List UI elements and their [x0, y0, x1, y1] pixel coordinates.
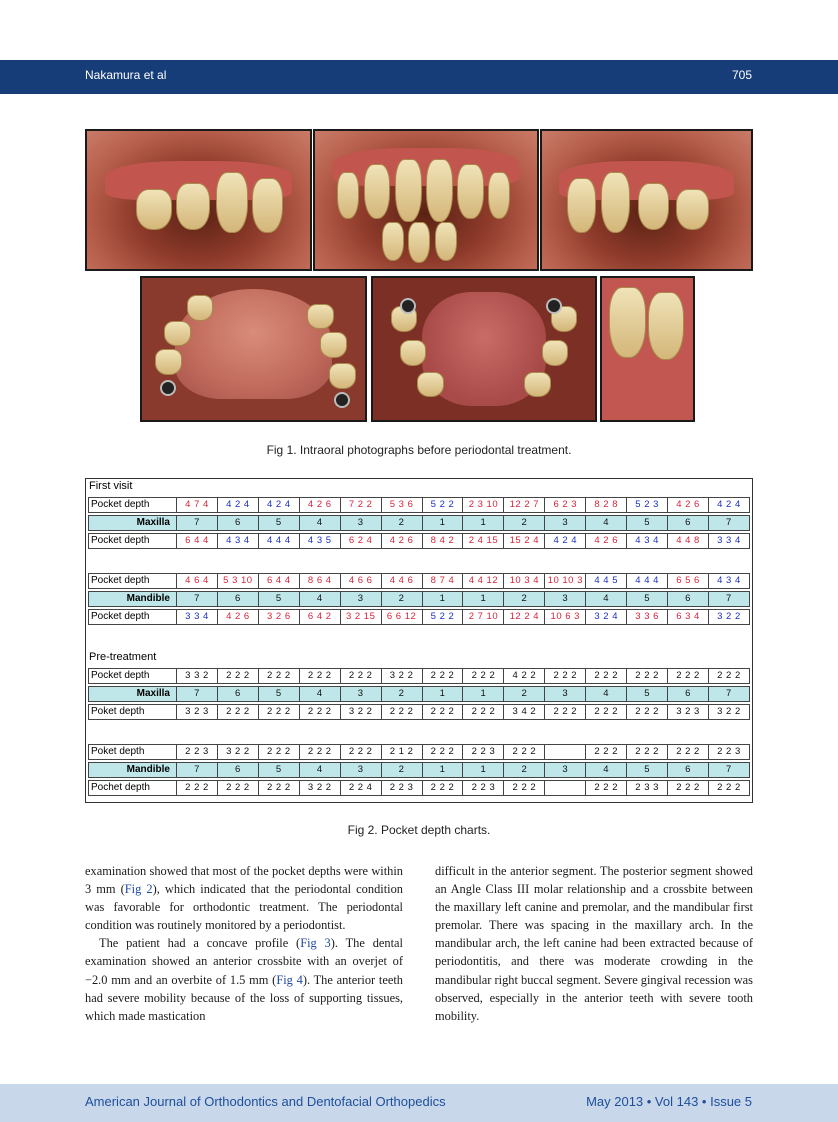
pocket-depth-cell: 2 2 2	[586, 705, 627, 719]
pocket-depth-row	[88, 573, 750, 589]
pocket-depth-cell: 3 2 2	[382, 669, 423, 683]
pocket-depth-cell: 4 4 12	[463, 574, 504, 588]
paragraph: examination showed that most of the pocket depths were within 3 mm (Fig 2), which indicated that the periodontal condition was favorable for orthodontic treatment. The periodontal condition was routinely monitored by a periodontist.	[85, 864, 403, 933]
pocket-depth-cell: 4 3 4	[717, 575, 741, 586]
pocket-depth-cell: 2 2 2	[545, 669, 586, 683]
pocket-depth-cell: 4 4 5	[586, 574, 627, 588]
tooth-number-cell: 6	[668, 592, 709, 606]
issue-info: May 2013 • Vol 143 • Issue 5	[586, 1094, 752, 1109]
tooth-number-row	[88, 515, 750, 531]
pocket-depth-cell: 4 2 6	[218, 610, 259, 624]
pocket-depth-cell: 4 2 6	[382, 534, 423, 548]
tooth-number-cell: 6	[668, 687, 709, 701]
pocket-depth-cell: 2 2 2	[300, 669, 341, 683]
pocket-depth-cell: 4 2 6	[668, 498, 709, 512]
fig-2-link[interactable]: Fig 2	[124, 882, 153, 897]
pocket-depth-cell: 7 2 2	[341, 498, 382, 512]
tooth-number-row	[88, 762, 750, 778]
pocket-depth-cell: 2 4 15	[463, 534, 504, 548]
running-head-author: Nakamura et al	[85, 68, 167, 82]
tooth-number-cell: 5	[627, 763, 668, 777]
pocket-depth-cell: 4 2 4	[545, 534, 586, 548]
pocket-depth-cell: 2 2 2	[177, 781, 218, 795]
tooth-number-cell: 1	[423, 592, 464, 606]
tooth-number-cell: 3	[341, 687, 382, 701]
pocket-depth-cell: 10 6 3	[545, 610, 586, 624]
tooth-number-cell: 3	[341, 516, 382, 530]
tooth-number-cell: 7	[177, 592, 218, 606]
tooth-number-cell: 2	[382, 592, 423, 606]
tooth-number-row	[88, 591, 750, 607]
pocket-depth-cell: 3 2 2	[300, 781, 341, 795]
pocket-depth-cell: 2 2 2	[300, 745, 341, 759]
pocket-depth-cell: 3 2 6	[259, 610, 300, 624]
tooth-number-cell: 3	[341, 763, 382, 777]
pocket-depth-cell: 10 3 4	[504, 574, 545, 588]
tooth-number-cell: 7	[726, 593, 732, 604]
tooth-number-cell: 1	[463, 687, 504, 701]
tooth-number-cell: 6	[218, 592, 259, 606]
tooth-number-cell: 2	[504, 516, 545, 530]
photo-frontal	[313, 129, 539, 271]
page-number: 705	[731, 68, 752, 82]
running-header	[0, 60, 838, 94]
pocket-depth-cell: 10 10 3	[545, 574, 586, 588]
tooth-number-cell: 2	[504, 763, 545, 777]
tooth-number-cell: 3	[545, 763, 586, 777]
tooth-number-cell: 1	[423, 763, 464, 777]
pocket-depth-cell: 4 2 4	[259, 498, 300, 512]
tooth-number-cell: 7	[177, 763, 218, 777]
pocket-depth-cell: 6 2 3	[545, 498, 586, 512]
tooth-number-cell: 1	[423, 687, 464, 701]
pocket-depth-cell: 2 2 2	[259, 745, 300, 759]
pocket-depth-row	[88, 609, 750, 625]
pocket-depth-cell: 4 4 8	[668, 534, 709, 548]
pocket-depth-cell: 5 2 3	[627, 498, 668, 512]
pocket-depth-cell: 2 2 2	[423, 781, 464, 795]
tooth-number-cell: 2	[504, 687, 545, 701]
tooth-number-cell: 6	[218, 687, 259, 701]
pocket-depth-cell: 15 2 4	[504, 534, 545, 548]
pocket-depth-cell: 3 2 15	[341, 610, 382, 624]
tooth-number-cell: 1	[423, 516, 464, 530]
tooth-number-cell: 5	[627, 516, 668, 530]
tooth-number-cell: 2	[382, 516, 423, 530]
tooth-number-cell: 3	[545, 592, 586, 606]
row-label: Maxilla	[89, 516, 177, 530]
pocket-depth-cell: 2 2 3	[463, 745, 504, 759]
pocket-depth-cell: 2 2 2	[218, 705, 259, 719]
pocket-depth-cell: 6 4 4	[259, 574, 300, 588]
pocket-depth-cell: 2 2 2	[341, 669, 382, 683]
row-label: Pocket depth	[89, 610, 177, 624]
pocket-depth-cell: 2 2 2	[382, 705, 423, 719]
pocket-depth-cell: 4 6 4	[177, 574, 218, 588]
pocket-depth-cell: 4 2 6	[300, 498, 341, 512]
pocket-depth-cell: 3 2 3	[668, 705, 709, 719]
pocket-depth-cell: 2 2 2	[218, 669, 259, 683]
pocket-depth-cell: 2 2 2	[423, 705, 464, 719]
pocket-depth-cell: 5 2 2	[423, 610, 464, 624]
pocket-depth-cell: 6 4 2	[300, 610, 341, 624]
pocket-depth-cell: 3 2 2	[717, 706, 741, 717]
pocket-depth-cell: 4 2 6	[586, 534, 627, 548]
pocket-depth-cell: 2 2 2	[218, 781, 259, 795]
pocket-depth-cell: 2 2 2	[504, 781, 545, 795]
pocket-depth-cell: 2 2 2	[423, 745, 464, 759]
pocket-depth-cell: 3 2 2	[218, 745, 259, 759]
pocket-depth-cell: 2 2 2	[423, 669, 464, 683]
pocket-depth-row	[88, 668, 750, 684]
row-label: Pocket depth	[89, 498, 177, 512]
tooth-number-cell: 4	[300, 516, 341, 530]
pocket-depth-cell: 2 2 3	[177, 745, 218, 759]
pocket-depth-cell: 2 3 3	[627, 781, 668, 795]
row-label: Poket depth	[89, 745, 177, 759]
pocket-depth-cell: 12 2 4	[504, 610, 545, 624]
pocket-depth-chart	[85, 478, 753, 803]
pocket-depth-cell: 3 3 4	[717, 535, 741, 546]
pocket-depth-cell: 3 2 2	[341, 705, 382, 719]
row-label: Mandible	[89, 592, 177, 606]
pocket-depth-cell: 2 2 2	[586, 669, 627, 683]
pocket-depth-cell: 3 2 3	[177, 705, 218, 719]
pocket-depth-cell: 2 2 2	[668, 781, 709, 795]
row-label: Mandible	[89, 763, 177, 777]
tooth-number-cell: 4	[586, 763, 627, 777]
pocket-depth-cell: 2 2 2	[717, 782, 741, 793]
tooth-number-cell: 7	[726, 764, 732, 775]
pocket-depth-cell: 8 4 2	[423, 534, 464, 548]
pocket-depth-cell: 4 4 6	[382, 574, 423, 588]
pocket-depth-cell: 3 3 2	[177, 669, 218, 683]
journal-name: American Journal of Orthodontics and Dentofacial Orthopedics	[85, 1094, 446, 1109]
pocket-depth-cell: 8 7 4	[423, 574, 464, 588]
pocket-depth-cell: 2 2 2	[627, 745, 668, 759]
pocket-depth-row	[88, 780, 750, 796]
tooth-number-cell: 1	[463, 516, 504, 530]
pocket-depth-cell: 2 2 2	[586, 745, 627, 759]
pocket-depth-cell: 6 4 4	[177, 534, 218, 548]
pocket-depth-cell: 4 3 5	[300, 534, 341, 548]
pocket-depth-cell: 2 2 2	[668, 669, 709, 683]
paragraph: difficult in the anterior segment. The posterior segment showed an Angle Class III molar relationship and a crossbite between the maxillary left canine and premolar, and the mandibular first premolar. There was spacing in the maxillary arch. In the mandibular arch, the left canine had been extracted because of periodontitis, and there was moderate crowding in the mandibular right buccal segment. Severe gingival recession was observed, especially in the anterior teeth with severe tooth mobility.	[435, 864, 753, 1023]
pocket-depth-cell: 8 6 4	[300, 574, 341, 588]
pocket-depth-cell: 2 2 3	[717, 746, 741, 757]
tooth-number-cell: 5	[627, 687, 668, 701]
row-label: Pocket depth	[89, 669, 177, 683]
photo-anterior-closeup	[600, 276, 695, 422]
tooth-number-row	[88, 686, 750, 702]
tooth-number-cell: 7	[177, 516, 218, 530]
pocket-depth-cell: 2 2 2	[341, 745, 382, 759]
pocket-depth-cell: 2 2 2	[504, 745, 545, 759]
pocket-depth-cell: 3 3 4	[177, 610, 218, 624]
pocket-depth-cell: 2 2 2	[463, 705, 504, 719]
pocket-depth-cell: 3 2 4	[586, 610, 627, 624]
tooth-number-cell: 7	[726, 517, 732, 528]
pocket-depth-cell: 2 2 2	[586, 781, 627, 795]
pocket-depth-cell: 6 5 6	[668, 574, 709, 588]
pocket-depth-cell: 4 7 4	[177, 498, 218, 512]
tooth-number-cell: 5	[259, 687, 300, 701]
row-label: Maxilla	[89, 687, 177, 701]
pocket-depth-cell: 3 3 6	[627, 610, 668, 624]
tooth-number-cell: 4	[586, 516, 627, 530]
row-label: Pochet depth	[89, 781, 177, 795]
tooth-number-cell: 2	[382, 687, 423, 701]
tooth-number-cell: 3	[545, 516, 586, 530]
tooth-number-cell: 3	[545, 687, 586, 701]
fig-3-link[interactable]: Fig 3	[300, 936, 331, 951]
paragraph: The patient had a concave profile (Fig 3). The dental examination showed an anterior crossbite with an overjet of −2.0 mm and an overbite of 1.5 mm (Fig 4). The anterior teeth had severe mobility because of the loss of supporting tissues, which made mastication	[85, 936, 403, 1023]
pocket-depth-cell: 2 1 2	[382, 745, 423, 759]
photo-mandibular-occlusal	[371, 276, 597, 422]
body-column-right	[435, 862, 753, 1025]
pocket-depth-cell: 5 3 10	[218, 574, 259, 588]
tooth-number-cell: 2	[504, 592, 545, 606]
tooth-number-cell: 1	[463, 592, 504, 606]
tooth-number-cell: 4	[300, 763, 341, 777]
pocket-depth-cell	[545, 745, 586, 759]
tooth-number-cell: 1	[463, 763, 504, 777]
tooth-number-cell: 4	[300, 687, 341, 701]
tooth-number-cell: 7	[726, 688, 732, 699]
pocket-depth-row	[88, 744, 750, 760]
pocket-depth-cell: 8 2 8	[586, 498, 627, 512]
pocket-depth-cell: 2 2 2	[259, 705, 300, 719]
tooth-number-cell: 5	[259, 592, 300, 606]
pocket-depth-cell: 4 2 4	[717, 499, 741, 510]
pocket-depth-cell: 2 2 2	[545, 705, 586, 719]
tooth-number-cell: 6	[668, 516, 709, 530]
pocket-depth-cell: 6 6 12	[382, 610, 423, 624]
pocket-depth-row	[88, 533, 750, 549]
tooth-number-cell: 5	[627, 592, 668, 606]
row-label: Pocket depth	[89, 574, 177, 588]
pocket-depth-cell: 2 2 2	[463, 669, 504, 683]
pocket-depth-cell: 4 3 4	[627, 534, 668, 548]
pocket-depth-cell: 2 2 2	[259, 781, 300, 795]
pocket-depth-cell: 5 2 2	[423, 498, 464, 512]
row-label: Pocket depth	[89, 534, 177, 548]
photo-maxillary-occlusal	[140, 276, 367, 422]
pocket-depth-cell: 2 2 3	[382, 781, 423, 795]
pocket-depth-cell: 3 2 2	[717, 611, 741, 622]
photo-right-lateral	[85, 129, 312, 271]
body-column-left	[85, 862, 403, 1025]
tooth-number-cell: 6	[668, 763, 709, 777]
tooth-number-cell: 6	[218, 516, 259, 530]
tooth-number-cell: 4	[586, 592, 627, 606]
figure-1-caption: Fig 1. Intraoral photographs before periodontal treatment.	[266, 443, 572, 457]
running-footer	[0, 1084, 838, 1122]
pocket-depth-cell: 4 4 4	[627, 574, 668, 588]
pocket-depth-cell: 2 2 2	[627, 669, 668, 683]
pocket-depth-cell: 2 2 3	[463, 781, 504, 795]
pocket-depth-row	[88, 497, 750, 513]
pocket-depth-cell: 4 2 4	[218, 498, 259, 512]
row-label: Poket depth	[89, 705, 177, 719]
tooth-number-cell: 2	[382, 763, 423, 777]
pocket-depth-cell: 12 2 7	[504, 498, 545, 512]
tooth-number-cell: 3	[341, 592, 382, 606]
pocket-depth-cell	[545, 781, 586, 795]
figure-2-caption: Fig 2. Pocket depth charts.	[347, 823, 491, 837]
tooth-number-cell: 6	[218, 763, 259, 777]
pocket-depth-cell: 2 2 2	[300, 705, 341, 719]
tooth-number-cell: 7	[177, 687, 218, 701]
chart-section-title: Pre-treatment	[89, 651, 157, 663]
pocket-depth-cell: 4 2 2	[504, 669, 545, 683]
pocket-depth-cell: 5 3 6	[382, 498, 423, 512]
tooth-number-cell: 5	[259, 516, 300, 530]
tooth-number-cell: 5	[259, 763, 300, 777]
pocket-depth-cell: 6 3 4	[668, 610, 709, 624]
chart-section-title: First visit	[89, 480, 133, 492]
pocket-depth-cell: 2 7 10	[463, 610, 504, 624]
pocket-depth-cell: 4 4 4	[259, 534, 300, 548]
fig-4-link[interactable]: Fig 4	[276, 972, 303, 987]
pocket-depth-cell: 2 2 2	[259, 669, 300, 683]
pocket-depth-cell: 6 2 4	[341, 534, 382, 548]
pocket-depth-cell: 4 3 4	[218, 534, 259, 548]
pocket-depth-cell: 2 2 2	[627, 705, 668, 719]
pocket-depth-cell: 2 2 2	[668, 745, 709, 759]
pocket-depth-cell: 3 4 2	[504, 705, 545, 719]
pocket-depth-row	[88, 704, 750, 720]
pocket-depth-cell: 2 2 2	[717, 670, 741, 681]
pocket-depth-cell: 2 2 4	[341, 781, 382, 795]
tooth-number-cell: 4	[586, 687, 627, 701]
tooth-number-cell: 4	[300, 592, 341, 606]
photo-left-lateral	[540, 129, 753, 271]
pocket-depth-cell: 2 3 10	[463, 498, 504, 512]
pocket-depth-cell: 4 6 6	[341, 574, 382, 588]
